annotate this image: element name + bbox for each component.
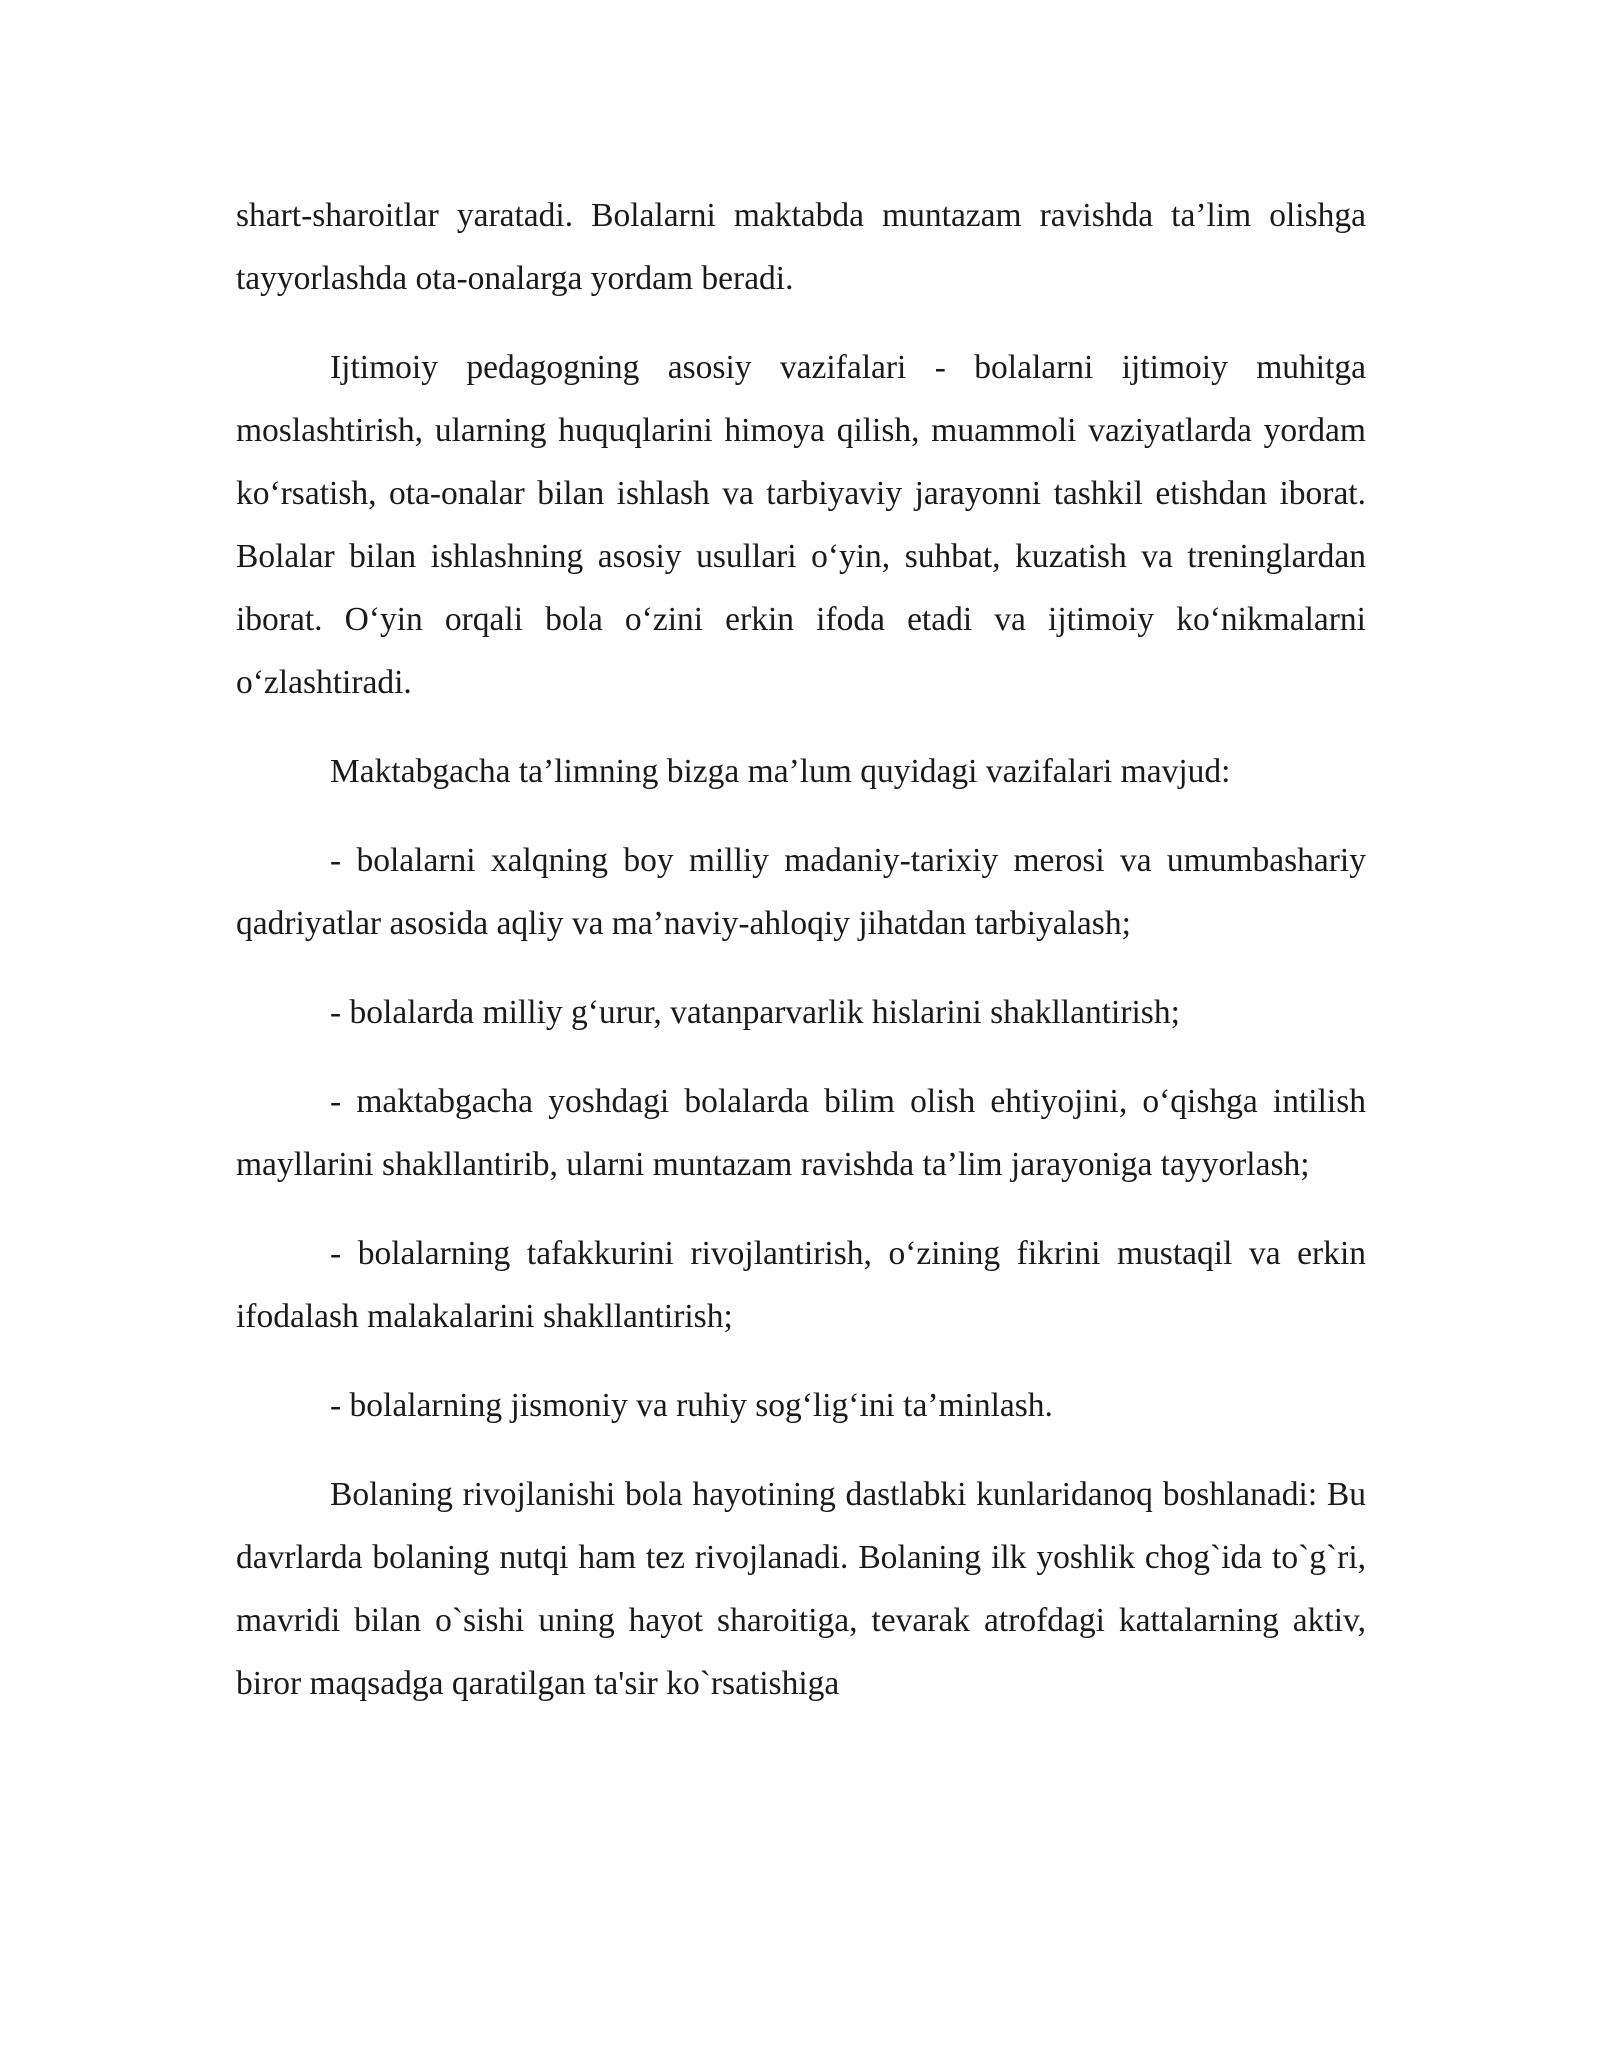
list-item-4: - bolalarning tafakkurini rivojlantirish, o‘zining fikrini mustaqil va erkin ifodalash malakalarini shakllantirish; — [236, 1235, 1366, 1335]
list-item-1: - bolalarni xalqning boy milliy madaniy-tarixiy merosi va umumbashariy qadriyatlar asosida aqliy va ma’naviy-ahloqiy jihatdan tarbiyalash; — [236, 842, 1366, 942]
list-item-3: - maktabgacha yoshdagi bolalarda bilim olish ehtiyojini, o‘qishga intilish mayllarini shakllantirib, ularni muntazam ravishda ta’lim jarayoniga tayyorlash; — [236, 1083, 1366, 1183]
paragraph-1: shart-sharoitlar yaratadi. Bolalarni maktabda muntazam ravishda ta’lim olishga tayyorlashda ota-onalarga yordam beradi. — [236, 197, 1366, 297]
list-item-2: - bolalarda milliy g‘urur, vatanparvarlik hislarini shakllantirish; — [330, 994, 1180, 1031]
paragraph-4: Bolaning rivojlanishi bola hayotining dastlabki kunlaridanoq boshlanadi: Bu davrlarda bolaning nutqi ham tez rivojlanadi. Bolaning ilk yoshlik chog`ida to`g`ri, mavridi bilan o`sishi uning hayot sharoitiga, tevarak atrofdagi kattalarning aktiv, biror maqsadga qaratilgan ta'sir ko`rsatishiga — [236, 1476, 1366, 1702]
list-item-5: - bolalarning jismoniy va ruhiy sog‘lig‘ini ta’minlash. — [330, 1387, 1053, 1424]
paragraph-3: Maktabgacha ta’limning bizga ma’lum quyidagi vazifalari mavjud: — [330, 753, 1231, 790]
paragraph-2: Ijtimoiy pedagogning asosiy vazifalari - bolalarni ijtimoiy muhitga moslashtirish, ularning huquqlarini himoya qilish, muammoli vaziyatlarda yordam ko‘rsatish, ota-onalar bilan ishlash va tarbiyaviy jarayonni tashkil etishdan iborat. Bolalar bilan ishlashning asosiy usullari o‘yin, suhbat, kuzatish va treninglardan iborat. O‘yin orqali bola o‘zini erkin ifoda etadi va ijtimoiy ko‘nikmalarni o‘zlashtiradi. — [236, 349, 1366, 701]
document-body — [236, 184, 1366, 1741]
